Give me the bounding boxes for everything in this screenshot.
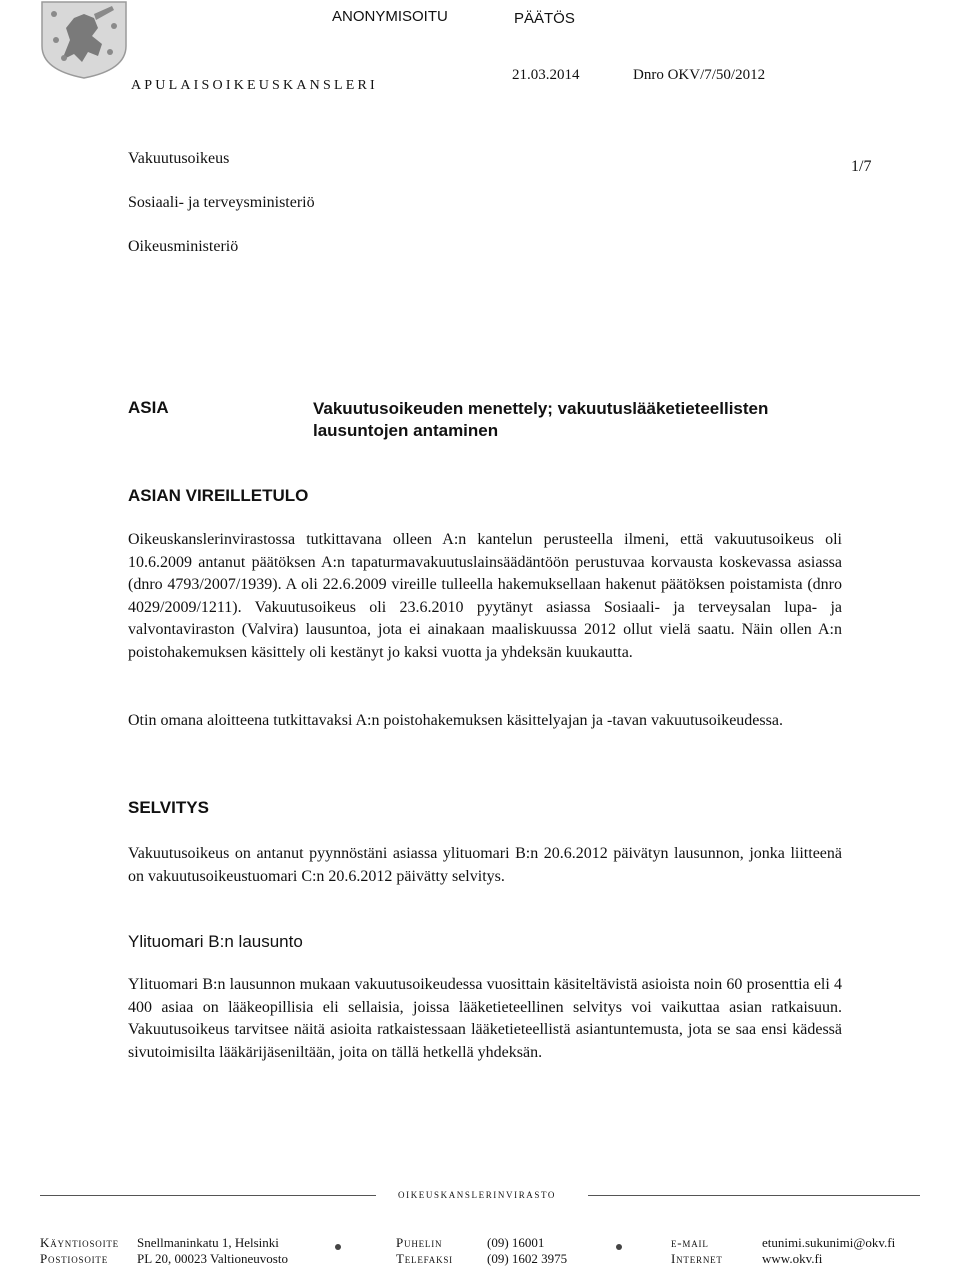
footer-post-value: PL 20, 00023 Valtioneuvosto: [137, 1251, 288, 1266]
paragraph: Oikeuskanslerinvirastossa tutkittavana olleen A:n kantelun perusteella ilmeni, että vakuutusoikeus oli 10.6.2009 antanut päätöksen A:n tapaturmavakuutuslainsäädäntöön perustuvaa korvausta koskevassa asiassa (dnro 4793/2007/1939). A oli 22.6.2009 vireille tulleella hakemuksellaan hakenut päätöksen poistamista (dnro 4029/2009/1211). Vakuutusoikeus oli 23.6.2010 pyytänyt asiassa Sosiaali- ja terveysalan lupa- ja valvontaviraston (Valvira) lausuntoa, jota ei ainakaan maaliskuussa 2012 ollut vielä saatu. Näin ollen A:n poistohakemuksen käsittely oli kestänyt jo kaksi vuotta ja yhdeksän kuukautta.: [128, 531, 842, 661]
footer-divider: [588, 1195, 920, 1196]
subject-title: Vakuutusoikeuden menettely; vakuutuslääketieteellisten lausuntojen antaminen: [313, 399, 769, 440]
page-number: 1/7: [851, 158, 872, 175]
coat-of-arms-logo: [40, 0, 130, 80]
footer-fax-label: Telefaksi: [396, 1251, 453, 1266]
subject-label: ASIA: [128, 398, 169, 417]
footer-email-label: e-mail: [671, 1235, 709, 1250]
recipient: Vakuutusoikeus: [128, 150, 230, 167]
paragraph: Ylituomari B:n lausunnon mukaan vakuutusoikeudessa vuosittain käsiteltävistä asioista noin 60 prosenttia eli 4 400 asiaa on lääkeopillisia eli sellaisia, joissa lääketieteellinen selvitys voi vaikuttaa asian ratkaisuun. Vakuutusoikeus tarvitsee näitä asioita ratkaistessaan lääketieteellistä asiantuntemusta, jota se saa ensi kädessä sivutoimisilta lääkärijäseniltään, joita on tällä hetkellä yhdeksän.: [128, 976, 842, 1061]
footer-phone-label: Puhelin: [396, 1235, 443, 1250]
section-heading: ASIAN VIREILLETULO: [128, 486, 309, 505]
paragraph: Vakuutusoikeus on antanut pyynnöstäni asiassa ylituomari B:n 20.6.2012 päivätyn lausunnon, jonka liitteenä on vakuutusoikeustuomari C:n 20.6.2012 päivätty selvitys.: [128, 845, 842, 885]
footer-email-link[interactable]: etunimi.sukunimi@okv.fi: [762, 1235, 896, 1250]
paragraph: Otin omana aloitteena tutkittavaksi A:n poistohakemuksen käsittelyajan ja -tavan vakuutusoikeudessa.: [128, 712, 783, 729]
document-type: PÄÄTÖS: [514, 10, 575, 27]
recipient: Oikeusministeriö: [128, 238, 239, 255]
bullet-icon: [616, 1244, 622, 1250]
footer-post-label: Postiosoite: [40, 1251, 109, 1266]
recipient: Sosiaali- ja terveysministeriö: [128, 194, 315, 211]
footer-phone-value: (09) 16001: [487, 1235, 545, 1250]
section-heading: SELVITYS: [128, 798, 209, 817]
footer-fax-value: (09) 1602 3975: [487, 1251, 568, 1266]
subsection-heading: Ylituomari B:n lausunto: [128, 932, 303, 951]
footer-web-label: Internet: [671, 1251, 723, 1266]
document-date: 21.03.2014: [512, 67, 580, 83]
bullet-icon: [335, 1244, 341, 1250]
footer-visit-label: Käyntiosoite: [40, 1235, 119, 1250]
footer-brand: oikeuskanslerinvirasto: [398, 1186, 557, 1201]
document-number: Dnro OKV/7/50/2012: [633, 67, 766, 83]
footer-web-link[interactable]: www.okv.fi: [762, 1251, 823, 1266]
footer-divider: [40, 1195, 376, 1196]
footer-visit-value: Snellmaninkatu 1, Helsinki: [137, 1235, 279, 1250]
organization-name: APULAISOIKEUSKANSLERI: [131, 78, 378, 93]
anonymized-label: ANONYMISOITU: [332, 8, 448, 25]
